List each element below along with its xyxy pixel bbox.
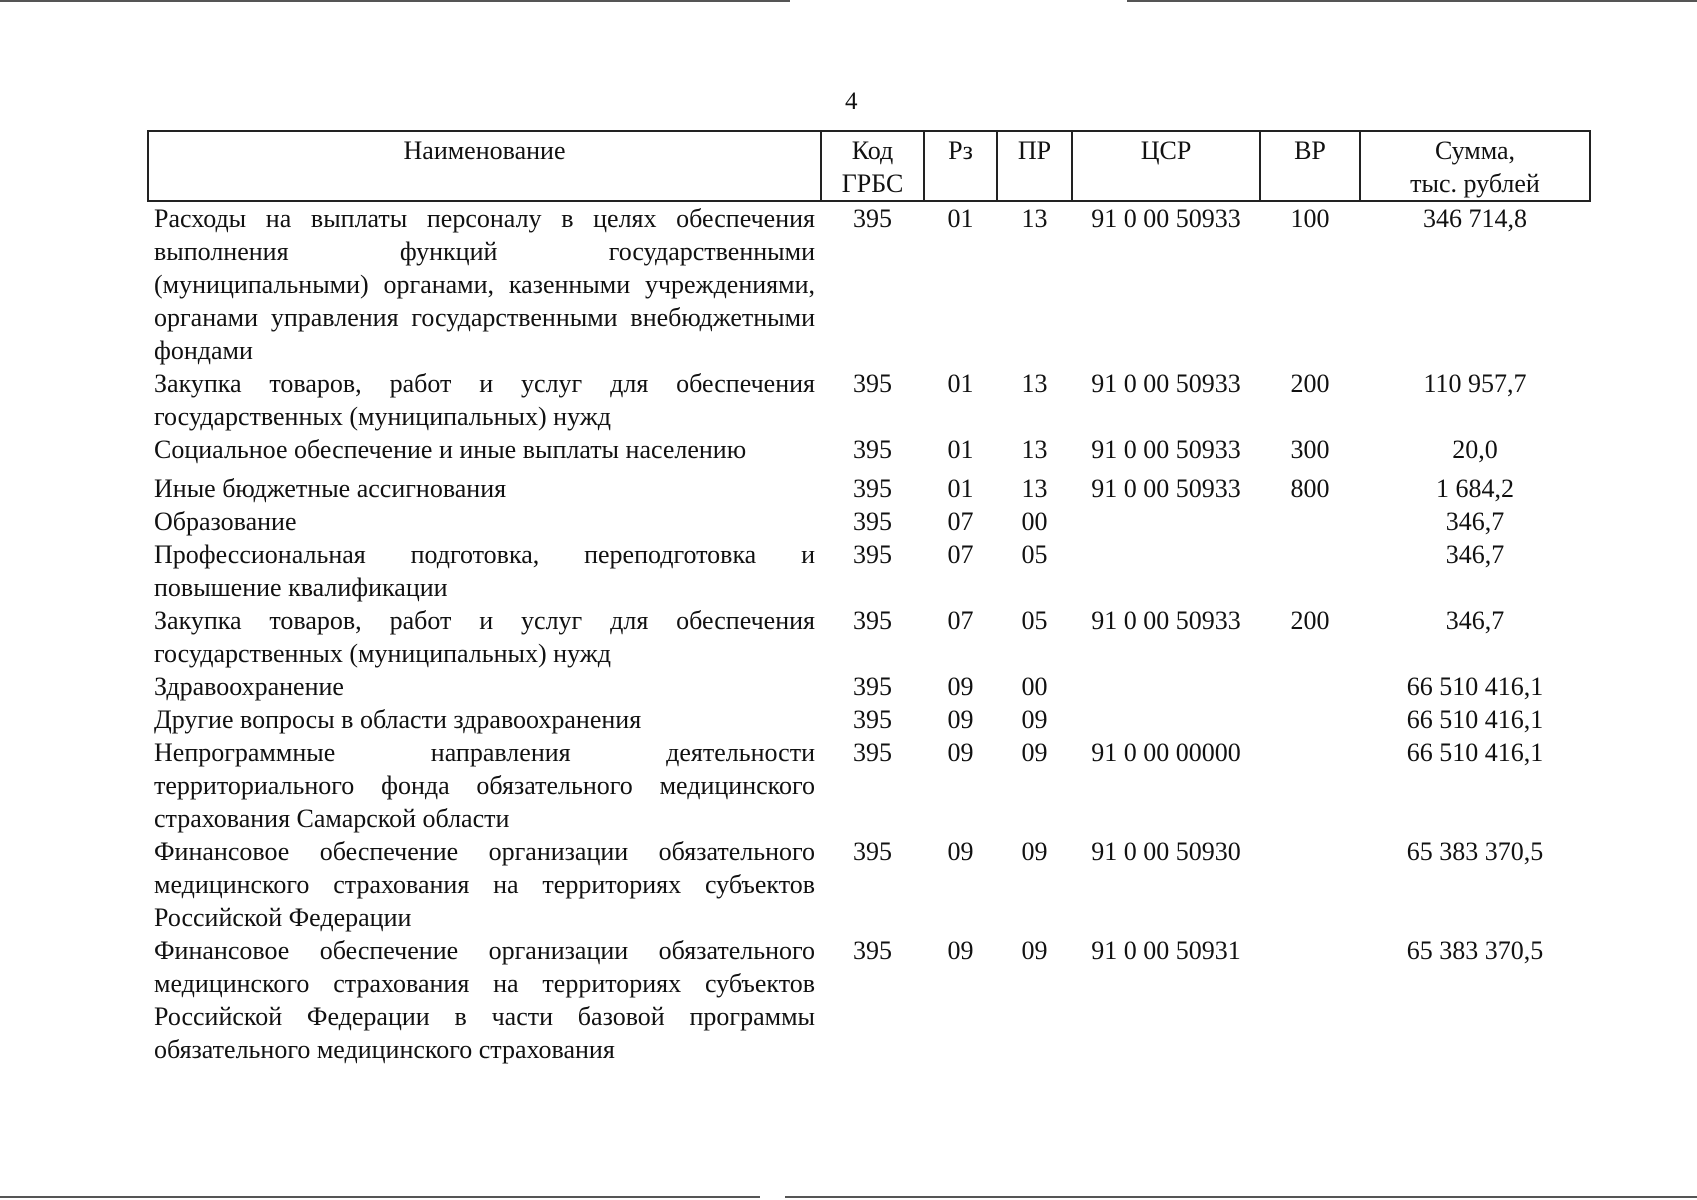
row-rz: 01	[947, 474, 974, 503]
table-row	[148, 505, 1590, 538]
header-csr: ЦСР	[1072, 131, 1260, 201]
row-grbs: 395	[853, 507, 892, 536]
header-name: Наименование	[148, 131, 821, 201]
row-sum: 346,7	[1445, 507, 1505, 536]
row-pr: 09	[1021, 705, 1048, 734]
table-row	[148, 466, 1590, 505]
row-rz: 09	[947, 936, 974, 965]
row-rz: 01	[947, 435, 974, 464]
row-vr	[1260, 835, 1360, 934]
row-sum: 65 383 370,5	[1406, 837, 1544, 866]
row-grbs: 395	[853, 738, 892, 767]
row-csr: 91 0 00 50933	[1091, 435, 1241, 464]
header-vr: ВР	[1260, 131, 1360, 201]
row-grbs: 395	[853, 474, 892, 503]
row-sum: 66 510 416,1	[1406, 738, 1544, 767]
row-rz: 09	[947, 738, 974, 767]
row-pr: 09	[1021, 837, 1048, 866]
row-grbs: 395	[853, 435, 892, 464]
row-sum: 66 510 416,1	[1406, 672, 1544, 701]
row-name: Закупка товаров, работ и услуг для обеспечения государственных (муниципальных) нужд	[154, 369, 815, 431]
scan-edge-top-right	[1127, 0, 1697, 2]
row-pr: 05	[1021, 606, 1048, 635]
row-sum: 1 684,2	[1436, 474, 1514, 503]
table-row	[148, 934, 1590, 1066]
row-vr: 200	[1290, 606, 1330, 635]
row-csr: 91 0 00 50933	[1091, 606, 1241, 635]
table-header-row	[148, 131, 1590, 201]
row-rz: 01	[947, 369, 974, 398]
table-row	[148, 835, 1590, 934]
row-rz: 07	[947, 540, 974, 569]
header-pr: ПР	[997, 131, 1072, 201]
row-grbs: 395	[853, 606, 892, 635]
row-rz: 01	[947, 204, 974, 233]
row-vr	[1260, 670, 1360, 703]
row-sum: 346,7	[1445, 606, 1505, 635]
row-pr: 05	[1021, 540, 1048, 569]
table-row	[148, 433, 1590, 466]
row-vr	[1260, 538, 1360, 604]
row-pr: 00	[1021, 672, 1048, 701]
table-row	[148, 736, 1590, 835]
row-grbs: 395	[853, 672, 892, 701]
row-grbs: 395	[853, 204, 892, 233]
row-csr: 91 0 00 00000	[1091, 738, 1241, 767]
row-csr: 91 0 00 50933	[1091, 474, 1241, 503]
row-name: Финансовое обеспечение организации обязательного медицинского страхования на территориях субъектов Российской Федерации	[154, 837, 815, 932]
row-csr	[1072, 505, 1260, 538]
row-name: Другие вопросы в области здравоохранения	[154, 705, 642, 734]
row-pr: 00	[1021, 507, 1048, 536]
row-rz: 09	[947, 672, 974, 701]
row-rz: 09	[947, 837, 974, 866]
table-row	[148, 670, 1590, 703]
row-sum: 66 510 416,1	[1406, 705, 1544, 734]
row-csr	[1072, 703, 1260, 736]
row-pr: 13	[1021, 369, 1048, 398]
row-rz: 07	[947, 507, 974, 536]
row-csr	[1072, 538, 1260, 604]
row-name: Расходы на выплаты персоналу в целях обеспечения выполнения функций государственными (муниципальными) органами, казенными учреждениями, органами управления государственными внебюджетными фондами	[154, 204, 815, 365]
row-vr	[1260, 703, 1360, 736]
row-vr: 300	[1290, 435, 1330, 464]
table-row	[148, 703, 1590, 736]
scan-edge-bottom-left	[0, 1196, 760, 1198]
row-vr	[1260, 934, 1360, 1066]
row-name: Профессиональная подготовка, переподготовка и повышение квалификации	[154, 540, 815, 602]
row-name: Образование	[154, 507, 297, 536]
row-csr: 91 0 00 50933	[1091, 204, 1241, 233]
row-grbs: 395	[853, 540, 892, 569]
row-pr: 13	[1021, 204, 1048, 233]
page-number: 4	[845, 88, 858, 115]
row-pr: 13	[1021, 435, 1048, 464]
row-grbs: 395	[853, 936, 892, 965]
budget-table	[147, 130, 1591, 1066]
row-rz: 09	[947, 705, 974, 734]
row-name: Иные бюджетные ассигнования	[154, 474, 507, 503]
row-csr: 91 0 00 50931	[1091, 936, 1241, 965]
row-name: Непрограммные направления деятельности территориального фонда обязательного медицинского страхования Самарской области	[154, 738, 815, 833]
row-csr	[1072, 670, 1260, 703]
scan-edge-top-left	[0, 0, 790, 2]
scan-edge-bottom-right	[785, 1196, 1697, 1198]
header-sum: Сумма, тыс. рублей	[1360, 131, 1590, 201]
row-sum: 346,7	[1445, 540, 1505, 569]
row-vr: 100	[1290, 204, 1330, 233]
row-vr: 800	[1290, 474, 1330, 503]
row-sum: 346 714,8	[1423, 204, 1527, 233]
row-name: Финансовое обеспечение организации обязательного медицинского страхования на территориях субъектов Российской Федерации в части базовой программы обязательного медицинского страхования	[154, 936, 815, 1064]
row-name: Здравоохранение	[154, 672, 344, 701]
row-sum: 110 957,7	[1423, 369, 1527, 398]
table-row	[148, 604, 1590, 670]
row-csr: 91 0 00 50933	[1091, 369, 1241, 398]
row-vr	[1260, 736, 1360, 835]
row-grbs: 395	[853, 369, 892, 398]
row-pr: 13	[1021, 474, 1048, 503]
row-vr: 200	[1290, 369, 1330, 398]
header-grbs: Код ГРБС	[821, 131, 924, 201]
row-grbs: 395	[853, 837, 892, 866]
row-sum: 65 383 370,5	[1406, 936, 1544, 965]
row-pr: 09	[1021, 738, 1048, 767]
table-row	[148, 201, 1590, 367]
row-grbs: 395	[853, 705, 892, 734]
row-sum: 20,0	[1452, 435, 1498, 464]
row-pr: 09	[1021, 936, 1048, 965]
table-row	[148, 538, 1590, 604]
row-name: Закупка товаров, работ и услуг для обеспечения государственных (муниципальных) нужд	[154, 606, 815, 668]
row-vr	[1260, 505, 1360, 538]
row-rz: 07	[947, 606, 974, 635]
table-row	[148, 367, 1590, 433]
header-rz: Рз	[924, 131, 997, 201]
row-name: Социальное обеспечение и иные выплаты населению	[154, 435, 747, 464]
row-csr: 91 0 00 50930	[1091, 837, 1241, 866]
